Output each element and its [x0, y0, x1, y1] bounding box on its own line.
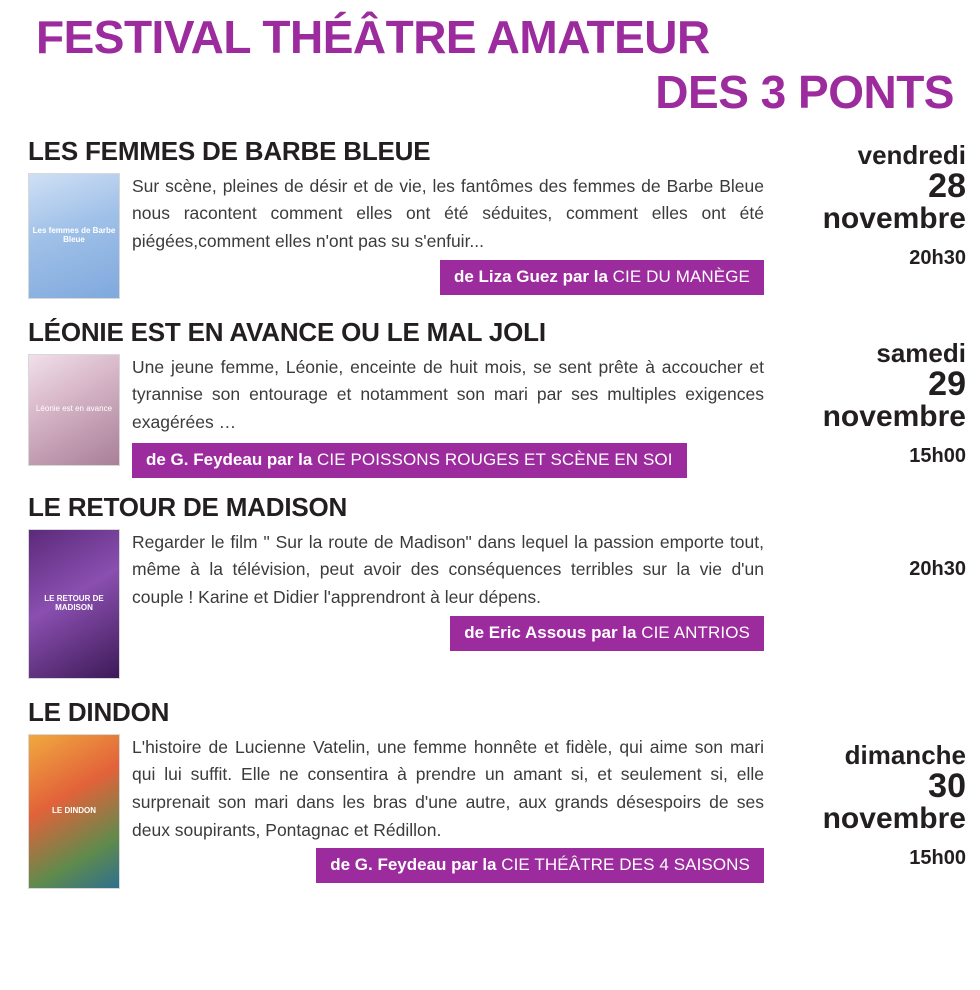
- date-number: 28: [928, 167, 966, 206]
- credit-company: CIE THÉÂTRE DES 4 SAISONS: [501, 855, 750, 875]
- credit-author: de G. Feydeau par la: [146, 449, 313, 469]
- date-weekday: samedi: [876, 338, 966, 368]
- show-poster: [28, 354, 120, 466]
- show-title: LÉONIE EST EN AVANCE OU LE MAL JOLI: [28, 316, 546, 347]
- date-weekday: dimanche: [844, 740, 966, 770]
- credit-author: de Eric Assous par la: [464, 622, 637, 642]
- poster-header: [0, 0, 980, 116]
- poster-caption: LE DINDON: [52, 805, 96, 815]
- poster-caption: Les femmes de Barbe Bleue: [32, 226, 116, 244]
- credit-company: CIE POISSONS ROUGES ET SCÈNE EN SOI: [317, 449, 673, 469]
- show-poster: [28, 734, 120, 889]
- credit-author: de G. Feydeau par la: [330, 855, 497, 875]
- show-description: Sur scène, pleines de désir et de vie, les fantômes des femmes de Barbe Bleue nous racontent comment elles ont été séduites, comment elles ont été piégées,comment elles n'ont pas su s'enfuir...: [132, 175, 764, 252]
- show-poster: [28, 173, 120, 299]
- date-time: 20h30: [909, 558, 966, 580]
- date-time: 15h00: [909, 846, 966, 869]
- date-weekday: vendredi: [857, 140, 966, 170]
- show-entry: [0, 136, 790, 299]
- date-number: 30: [928, 767, 966, 806]
- festival-title-line-2: DES 3 PONTS: [655, 65, 954, 118]
- festival-title-line-1: FESTIVAL THÉÂTRE AMATEUR: [36, 11, 710, 63]
- show-credit: [440, 260, 764, 295]
- date-time: 20h30: [909, 246, 966, 269]
- show-credit: [450, 616, 764, 651]
- show-entry: [0, 492, 790, 679]
- date-time: 15h00: [909, 444, 966, 467]
- show-credit: [132, 443, 687, 478]
- show-poster: [28, 529, 120, 679]
- credit-company: CIE DU MANÈGE: [612, 266, 750, 286]
- show-list: [0, 136, 980, 889]
- date-month: novembre: [822, 202, 966, 236]
- poster-caption: Léonie est en avance: [35, 404, 113, 414]
- poster-caption: LE RETOUR DE MADISON: [44, 593, 104, 612]
- show-description: Une jeune femme, Léonie, enceinte de huit mois, se sent prête à accoucher et tyrannise son entourage et notamment son mari par ses multiples exigences exagérées …: [132, 356, 764, 433]
- show-title: LE RETOUR DE MADISON: [28, 491, 348, 522]
- show-description: Regarder le film " Sur la route de Madison" dans lequel la passion emporte tout, même à la télévision, peut avoir des conséquences terribles sur la vie d'un couple ! Karine et Didier l'apprendront à leur dépens.: [132, 531, 764, 608]
- show-title: LE DINDON: [28, 696, 170, 727]
- date-number: 29: [928, 365, 966, 404]
- show-description: L'histoire de Lucienne Vatelin, une femme honnête et fidèle, qui aime son mari qui lui suffit. Elle ne consentira à prendre un amant si, et seulement si, elle surprenait son mari dans les bras d'une autre, aux grands désespoirs de ses deux soupirants, Pontagnac et Rédillon.: [132, 736, 764, 840]
- show-entry: [0, 697, 790, 889]
- show-title: LES FEMMES DE BARBE BLEUE: [28, 135, 431, 166]
- date-month: novembre: [822, 400, 966, 434]
- date-month: novembre: [822, 802, 966, 836]
- show-credit: [316, 848, 764, 883]
- credit-author: de Liza Guez par la: [453, 266, 608, 286]
- credit-company: CIE ANTRIOS: [641, 622, 750, 642]
- show-entry: [0, 317, 790, 478]
